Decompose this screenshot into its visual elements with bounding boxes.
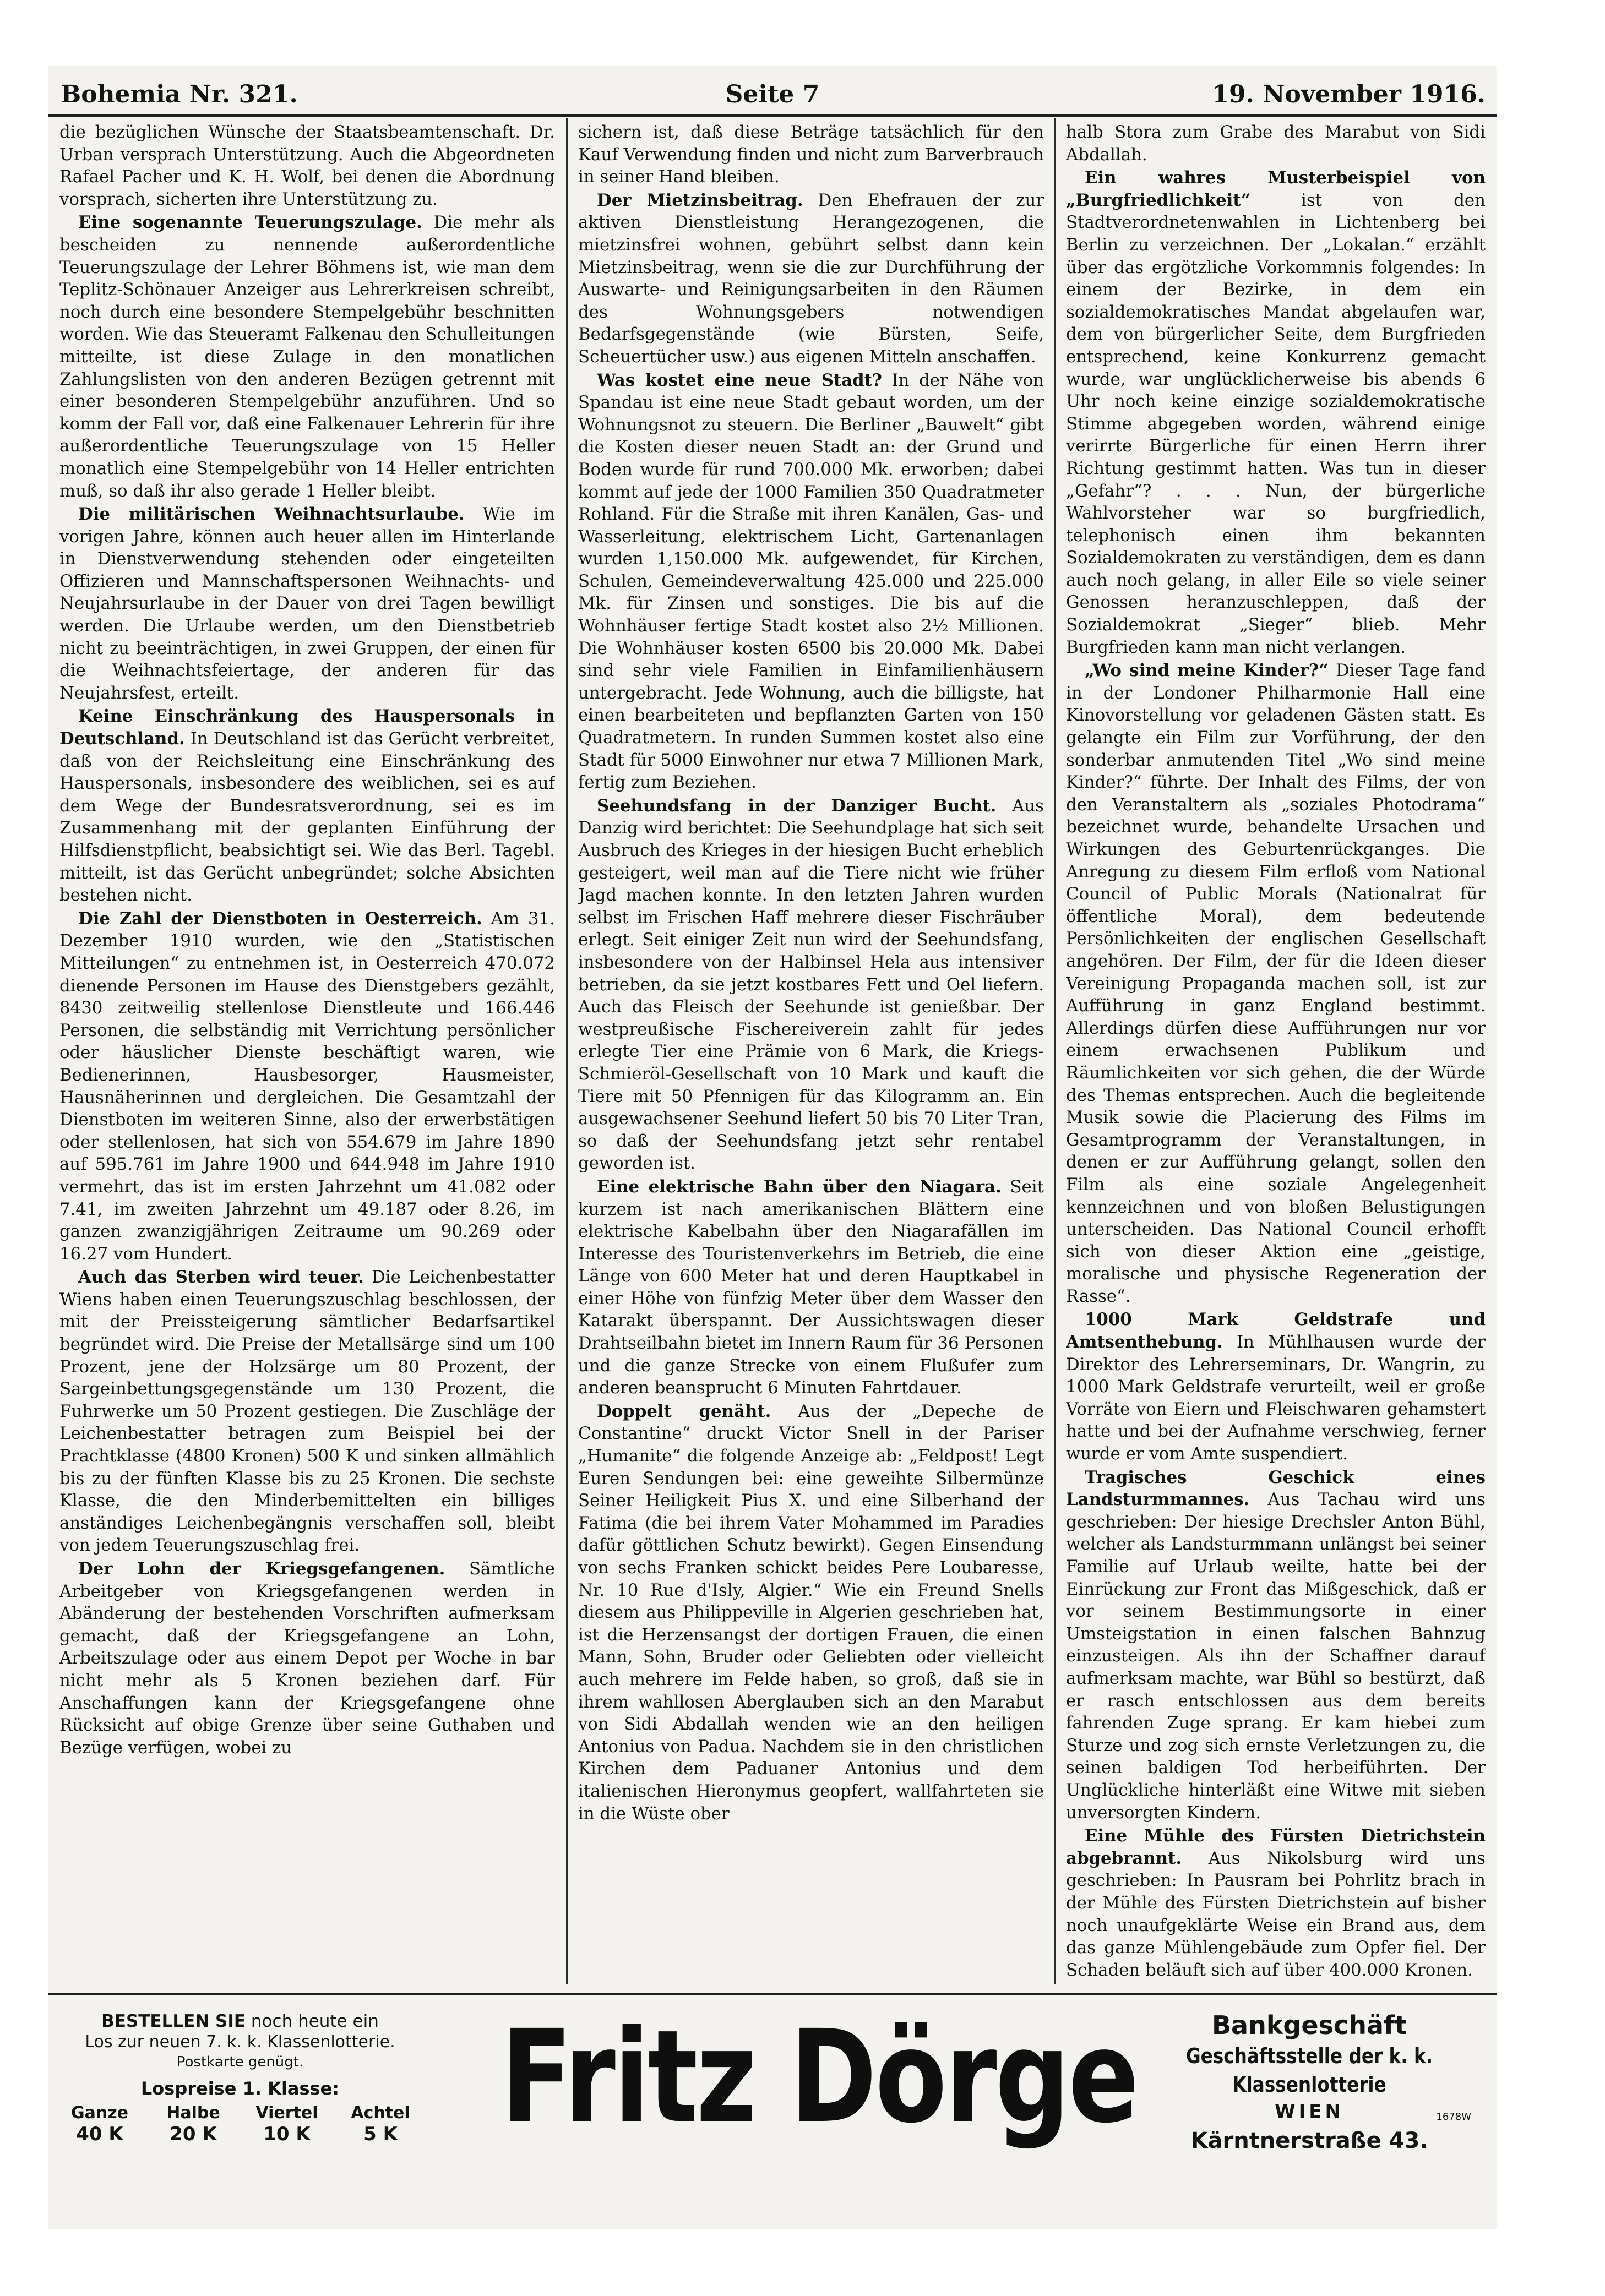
article-text: Aus der „Depeche de Constantine“ druckt Victor Snell in der Pariser „Humanite“ die folgende Anzeige ab: „Feldpost! Legt Euren Sendungen bei: eine geweihte Silbermünze Seiner Heiligkeit Pius X. und eine Silberhand der Fatima (die bei ihrem Vater Mohammed im Paradies dafür göttlichen Schutz bewirkt). Gegen Einsendung von sechs Franken schickt beides Pere Loubaresse, Nr. 10 Rue d'Isly, Algier.“ Wie ein Freund Snells diesem aus Philippeville in Algerien geschrieben hat, ist die Herzensangst der dortigen Frauen, die einen Mann, Sohn, Bruder oder Geliebten oder vielleicht auch mehrere im Felde haben, so groß, daß sie in ihrem wahllosen Aberglauben sich an den Marabut von Sidi Abdallah wenden wie an den heiligen Antonius von Padua. Nachdem sie in den christlichen Kirchen dem Paduaner Antonius und dem italienischen Hieronymus geopfert, wallfahrteten sie in die Wüste ober (578, 1401, 1044, 1824)
article-text: Aus Danzig wird berichtet: Die Seehundplage hat sich seit Ausbruch des Krieges in der hiesigen Bucht erheblich gesteigert, weil man auf die Tiere nicht wie früher Jagd machen konnte. In den letzten Jahren wurden selbst im Frischen Haff mehrere dieser Fischräuber erlegt. Seit einiger Zeit nun wird der Seehundsfang, insbesondere von der Halbinsel Hela aus intensiver betrieben, da sie jetzt kostbares Fett und Oel liefern. Auch das Fleisch der Seehunde ist genießbar. Der westpreußische Fischereiverein zahlt für jedes erlegte Tier eine Prämie von 6 Mark, die Kriegs-Schmieröl-Gesellschaft von 10 Mark und kauft die Tiere mit 50 Pfennigen für das Kilogramm an. Ein ausgewachsener Seehund liefert 50 bis 70 Liter Tran, so daß der Seehundsfang jetzt sehr rentabel geworden ist. (578, 795, 1044, 1174)
ad-price-value: 20 K (170, 2123, 217, 2145)
ad-branch-line: Geschäftsstelle der k. k. Klassenlotterie (1185, 2044, 1433, 2097)
column-divider-1 (566, 118, 568, 1984)
article-heading: Was kostet eine neue Stadt? (597, 370, 882, 390)
column-2 (578, 121, 1044, 1984)
article-paragraph (1066, 659, 1486, 1307)
article-heading: Die militärischen Weihnachtsurlaube. (78, 504, 465, 525)
article-text: In Mühlhausen wurde der Direktor des Lehrerseminars, Dr. Wangrin, zu 1000 Mark Geldstrafe verurteilt, weil er große Vorräte von Eiern und Fleischwaren gehamstert hatte und bei der Aufnahme verschwieg, ferner wurde er vom Amte suspendiert. (1066, 1332, 1486, 1464)
article-heading: Tragisches Geschick eines Landsturmmannes. (1066, 1467, 1486, 1510)
lottery-advertisement (48, 1993, 1497, 2227)
article-text: Die mehr als bescheiden zu nennende außerordentliche Teuerungszulage der Lehrer Böhmens ist, wie man dem Teplitz-Schönauer Anzeiger aus Lehrerkreisen schreibt, noch durch eine besondere Stempelgebühr beschnitten worden. Wie das Steueramt Falkenau den Schulleitungen mitteilte, ist diese Zulage in den monatlichen Zahlungslisten von den anderen Bezügen getrennt mit einer besonderen Stempelgebühr anzuführen. Und so komm der Fall vor, daß eine Falkenauer Lehrerin für ihre außerordentliche Teuerungszulage von 15 Heller monatlich eine Stempelgebühr von 14 Heller entrichten muß, so daß ihr also gerade 1 Heller bleibt. (59, 212, 555, 501)
column-3 (1066, 121, 1486, 1984)
article-text: In der Nähe von Spandau ist eine neue Stadt gebaut worden, um der Wohnungsnot zu steuern. Die Berliner „Bauwelt“ gibt die Kosten dieser neuen Stadt an: der Grund und Boden wurde für rund 700.000 Mk. erworben; dabei kommt auf jede der 1000 Familien 350 Quadratmeter Rohland. Für die Straße mit ihren Kanälen, Gas- und Wasserleitung, elektrischem Licht, Gartenanlagen wurden 1,150.000 Mk. aufgewendet, für Kirchen, Schulen, Gemeindeverwaltung 425.000 und 225.000 Mk. für Zinsen und sonstiges. Die bis auf die Wohnhäuser fertige Stadt kostet also 2½ Millionen. Die Wohnhäuser kosten 6500 bis 20.000 Mk. Dabei sind sehr viele Familien in Einfamilienhäusern untergebracht. Jede Wohnung, auch die billigste, hat einen bearbeiteten und bepflanzten Garten von 150 Quadratmetern. In runden Summen kostet also eine Stadt für 5000 Einwohner nur etwa 7 Millionen Mark, fertig zum Beziehen. (578, 370, 1044, 793)
ad-price-label: Achtel (351, 2103, 410, 2123)
article-heading: Eine Mühle des Fürsten Dietrichstein abgebrannt. (1066, 1826, 1486, 1868)
ad-order-rest: noch heute ein (246, 2011, 379, 2031)
article-paragraph (59, 503, 555, 704)
article-heading: Der Lohn der Kriegsgefangenen. (78, 1559, 445, 1579)
article-paragraph (59, 1266, 555, 1557)
header-rule (48, 114, 1497, 117)
article-text: Den Ehefrauen der zur aktiven Dienstleistung Herangezogenen, die mietzinsfrei wohnen, gebührt selbst dann kein Mietzinsbeitrag, wenn sie die zur Durchführung der Auswarte- und Reinigungsarbeiten in den Räumen des Wohnungsgebers notwendigen Bedarfsgegenstände (wie Bürsten, Seife, Scheuertücher usw.) aus eigenen Mitteln anschaffen. (578, 190, 1044, 367)
article-heading: Die Zahl der Dienstboten in Oesterreich. (78, 908, 482, 929)
ad-lottery-line: Los zur neuen 7. k. k. Klassenlotterie. (85, 2032, 395, 2052)
article-paragraph (1066, 1982, 1486, 1984)
ad-order-bold: BESTELLEN SIE (101, 2011, 246, 2031)
article-paragraph (59, 908, 555, 1266)
article-paragraph (578, 1176, 1044, 1399)
header-date: 19. November 1916. (1212, 80, 1486, 108)
article-text: ist von den Stadtverordnetenwahlen in Lichtenberg bei Berlin zu verzeichnen. Der „Lokalan.“ erzählt über das ergötzliche Vorkommnis folgendes: In einem der Bezirke, in dem ein sozialdemokratisches Mandat abgelaufen war, dem von bürgerlicher Seite, dem Burgfrieden entsprechend, keine Konkurrenz gemacht wurde, war unglücklicherweise bis abends 6 Uhr noch keine einzige sozialdemokratische Stimme abgegeben worden, während einige verirrte Bürgerliche für einen Herrn ihrer Richtung gestimmt hatten. Was tun in dieser „Gefahr“? . . . Nun, der bürgerliche Wahlvorsteher war so burgfriedlich, telephonisch einen ihm bekannten Sozialdemokraten zu verständigen, dem es dann auch noch gelang, in aller Eile so viele seiner Genossen heranzuschleppen, daß der Sozialdemokrat „Sieger“ blieb. Mehr Burgfrieden kann man nicht verlangen. (1066, 190, 1486, 657)
article-paragraph (1066, 167, 1486, 658)
article-heading: Eine sogenannte Teuerungszulage. (78, 212, 422, 233)
article-text: halb Stora zum Grabe des Marabut von Sidi Abdallah. (1066, 122, 1486, 165)
article-paragraph (578, 369, 1044, 794)
ad-price-item (334, 2103, 427, 2145)
article-heading: Eine elektrische Bahn über den Niagara. (597, 1176, 1002, 1197)
article-paragraph (1066, 1825, 1486, 1981)
article-text: Am 31. Dezember 1910 wurden, wie den „Statistischen Mitteilungen“ zu entnehmen ist, in Oesterreich 470.072 dienende Personen im Hause des Dienstgebers gezählt, 8430 zeitweilig stellenlose Dienstleute und 166.446 Personen, die selbständig mit Verrichtung persönlicher oder häuslicher Dienste beschäftigt waren, wie Bedienerinnen, Hausbesorger, Hausmeister, Hausnäherinnen und dergleichen. Die Gesamtzahl der Dienstboten im weiteren Sinne, also der erwerbstätigen oder stellenlosen, hat sich von 554.679 im Jahre 1890 auf 595.761 im Jahre 1900 und 644.948 im Jahre 1910 vermehrt, das ist im ersten Jahrzehnt um 41.082 oder 7.41, im zweiten Jahrzehnt um 49.187 oder 8.26, im ganzen zwanzigjährigen Zeitraume um 90.269 oder 16.27 vom Hundert. (59, 908, 555, 1264)
column-1 (59, 121, 555, 1984)
article-heading: Doppelt genäht. (597, 1401, 771, 1421)
article-paragraph (578, 121, 1044, 188)
ad-price-value: 5 K (363, 2123, 398, 2145)
article-text: sichern ist, daß diese Beträge tatsächlich für den Kauf Verwendung finden und nicht zum Barverbrauch in seiner Hand bleiben. (578, 122, 1044, 187)
article-paragraph (1066, 1466, 1486, 1824)
article-heading: Keine Einschränkung des Hauspersonals in Deutschland. (59, 706, 555, 749)
ad-price-item (146, 2103, 240, 2145)
article-paragraph (578, 189, 1044, 368)
article-text: Dieser Tage fand in der Londoner Philharmonie Hall eine Kinovorstellung vor geladenen Gästen statt. Es gelangte ein Film zur Vorführung, der den sonderbar anmutenden Titel „Wo sind meine Kinder?“ führte. Der Inhalt des Films, der von den Veranstaltern als „soziales Photodrama“ bezeichnet wurde, behandelte Ursachen und Wirkungen des Geburtenrückganges. Die Anregung zu diesem Film erfloß vom National Council of Public Morals (Nationalrat für öffentliche Moral), dem bedeutende Persönlichkeiten der englischen Gesellschaft angehören. Der Film, der für die Ideen dieser Vereinigung Propaganda machen soll, ist zur Aufführung in ganz England bestimmt. Allerdings dürfen diese Aufführungen nur vor einem erwachsenen Publikum und Räumlichkeiten vor sich gehen, die der Würde des Themas entsprechen. Auch die begleitende Musik sowie die Placierung des Films im Gesamtprogramm der Veranstaltungen, in denen er zur Aufführung gelangt, sollen den Film als eine soziale Angelegenheit kennzeichnen und von bloßen Belustigungen unterscheiden. Das National Council erhofft sich von dieser Aktion eine „geistige, moralische und physische Regeneration der Rasse“. (1066, 661, 1486, 1306)
ad-price-label: Viertel (255, 2103, 318, 2123)
article-text: Seit kurzem ist nach amerikanischen Blättern eine elektrische Kabelbahn über den Niagarafällen im Interesse des Touristenverkehrs im Betrieb, die eine Länge von 600 Meter hat und deren Hauptkabel in einer Höhe von fünfzig Meter über dem Wasser den Katarakt überspannt. Der Aussichtswagen dieser Drahtseilbahn bietet im Innern Raum für 36 Personen und die ganze Strecke von einem Flußufer zum anderen beansprucht 6 Minuten Fahrtdauer. (578, 1176, 1044, 1398)
ad-postcard-note: Postkarte genügt. (176, 2054, 304, 2070)
ad-order-line (53, 2011, 427, 2032)
ad-price-item (53, 2103, 146, 2145)
article-heading: Auch das Sterben wird teuer. (78, 1267, 364, 1288)
article-paragraph (59, 1558, 555, 1759)
ad-bank-info (1128, 2009, 1491, 2157)
ad-price-label: Halbe (166, 2103, 220, 2123)
article-text: Wie im vorigen Jahre, können auch heuer allen im Hinterlande in Dienstverwendung stehenden oder eingeteilten Offizieren und Mannschaftspersonen Weihnachts- und Neujahrsurlaube in der Dauer von drei Tagen bewilligt werden. Die Urlaube werden, um den Dienstbetrieb nicht zu beeinträchtigen, in zwei Gruppen, der einen für die Weihnachtsfeiertage, der anderen für das Neujahrsfest, erteilt. (59, 504, 555, 703)
article-paragraph (578, 1400, 1044, 1825)
column-divider-2 (1054, 118, 1056, 1984)
ad-price-label: Ganze (70, 2103, 129, 2123)
article-heading: „Wo sind meine Kinder?“ (1085, 661, 1329, 681)
ad-price-item (240, 2103, 334, 2145)
ad-price-value: 40 K (76, 2123, 123, 2145)
article-paragraph (59, 211, 555, 502)
article-text: Die Leichenbestatter Wiens haben einen Teuerungszuschlag beschlossen, der mit der Preissteigerung sämtlicher Bedarfsartikel begründet wird. Die Preise der Metallsärge sind um 100 Prozent, jene der Holzsärge um 80 Prozent, der Sargeinbettungsgegenstände um 130 Prozent, die Fuhrwerke um 50 Prozent gestiegen. Die Zuschläge der Leichenbestatter betragen zum Beispiel bei der Prachtklasse (4800 Kronen) 500 K und sinken allmählich bis zu der fünften Klasse bis zu 25 Kronen. Die sechste Klasse, die den Minderbemittelten ein billiges anständiges Leichenbegängnis verschaffen soll, bleibt von jedem Teuerungszuschlag frei. (59, 1267, 555, 1556)
article-text: die bezüglichen Wünsche der Staatsbeamtenschaft. Dr. Urban versprach Unterstützung. Auch die Abgeordneten Rafael Pacher und K. H. Wolf, bei denen die Abordnung vorsprach, sicherten ihre Unterstützung zu. (59, 122, 555, 209)
article-text: Sämtliche Arbeitgeber von Kriegsgefangenen werden in Abänderung der bestehenden Vorschriften aufmerksam gemacht, daß der Kriegsgefangene an Lohn, Arbeitszulage oder aus einem Depot per Woche in bar nicht mehr als 5 Kronen beziehen darf. Für Anschaffungen kann der Kriegsgefangene ohne Rücksicht auf obige Grenze über seine Guthaben und Bezüge verfügen, wobei zu (59, 1559, 555, 1758)
ad-price-table (53, 2103, 427, 2145)
header-issue: Bohemia Nr. 321. (61, 80, 298, 108)
ad-street: Kärntnerstraße 43. (1190, 2128, 1428, 2153)
ad-city: WIEN (1275, 2101, 1344, 2123)
ad-city-line (1128, 2099, 1491, 2124)
header-page-number: Seite 7 (725, 80, 820, 108)
article-heading: 1000 Mark Geldstrafe und Amtsenthebung. (1066, 1310, 1486, 1352)
ad-bank-title: Bankgeschäft (1211, 2010, 1407, 2040)
article-heading (1085, 1983, 1247, 1984)
newspaper-page (48, 66, 1497, 2229)
article-heading: Seehundsfang in der Danziger Bucht. (597, 795, 997, 816)
ad-order-info (53, 2011, 427, 2145)
article-text: Aus Tachau wird uns geschrieben: Der hiesige Drechsler Anton Bühl, welcher als Landsturmmann unlängst bei seiner Familie auf Urlaub weilte, hatte bei der Einrückung zur Front das Mißgeschick, daß er vor seinem Bestimmungsorte in einer Umsteigstation in einen falschen Bahnzug einzusteigen. Als ihn der Schaffner darauf aufmerksam machte, war Bühl so bestürzt, daß er rasch entschlossen aus dem bereits fahrenden Zuge sprang. Er kam hiebei zum Sturze und zog sich ernste Verletzungen zu, die seinen baldigen Tod herbeiführten. Der Unglückliche hinterläßt eine Witwe mit sieben unversorgten Kindern. (1066, 1490, 1486, 1823)
article-paragraph (1066, 1308, 1486, 1465)
ad-code: 1678W (1436, 2111, 1471, 2123)
ad-brand-name: Fritz Dörge (500, 2003, 1138, 2151)
ad-price-title: Lospreise 1. Klasse: (140, 2078, 340, 2099)
article-heading: Ein wahres Musterbeispiel von „Burgfriedlichkeit“ (1066, 168, 1486, 210)
ad-price-value: 10 K (263, 2123, 311, 2145)
article-paragraph (578, 795, 1044, 1175)
article-heading: Der Mietzinsbeitrag. (597, 190, 803, 210)
article-paragraph (59, 121, 555, 210)
article-text: In Deutschland ist das Gerücht verbreitet, daß von der Reichsleitung eine Einschränkung des Hauspersonals, insbesondere des weiblichen, sei es auf dem Wege der Bundesratsverordnung, sei es im Zusammenhang mit der geplanten Einführung der Hilfsdienstpflicht, beabsichtigt sei. Wie das Berl. Tagebl. mitteilt, ist das Gerücht unbegründet; solche Absichten bestehen nicht. (59, 729, 555, 906)
article-text: Aus Nikolsburg wird uns geschrieben: In Pausram bei Pohrlitz brach in der Mühle des Fürsten Dietrichstein auf bisher noch unaufgeklärte Weise ein Brand aus, dem das ganze Mühlengebäude zum Opfer fiel. Der Schaden beläuft sich auf über 400.000 Kronen. (1066, 1848, 1486, 1980)
article-paragraph (1066, 121, 1486, 166)
article-paragraph (59, 705, 555, 906)
